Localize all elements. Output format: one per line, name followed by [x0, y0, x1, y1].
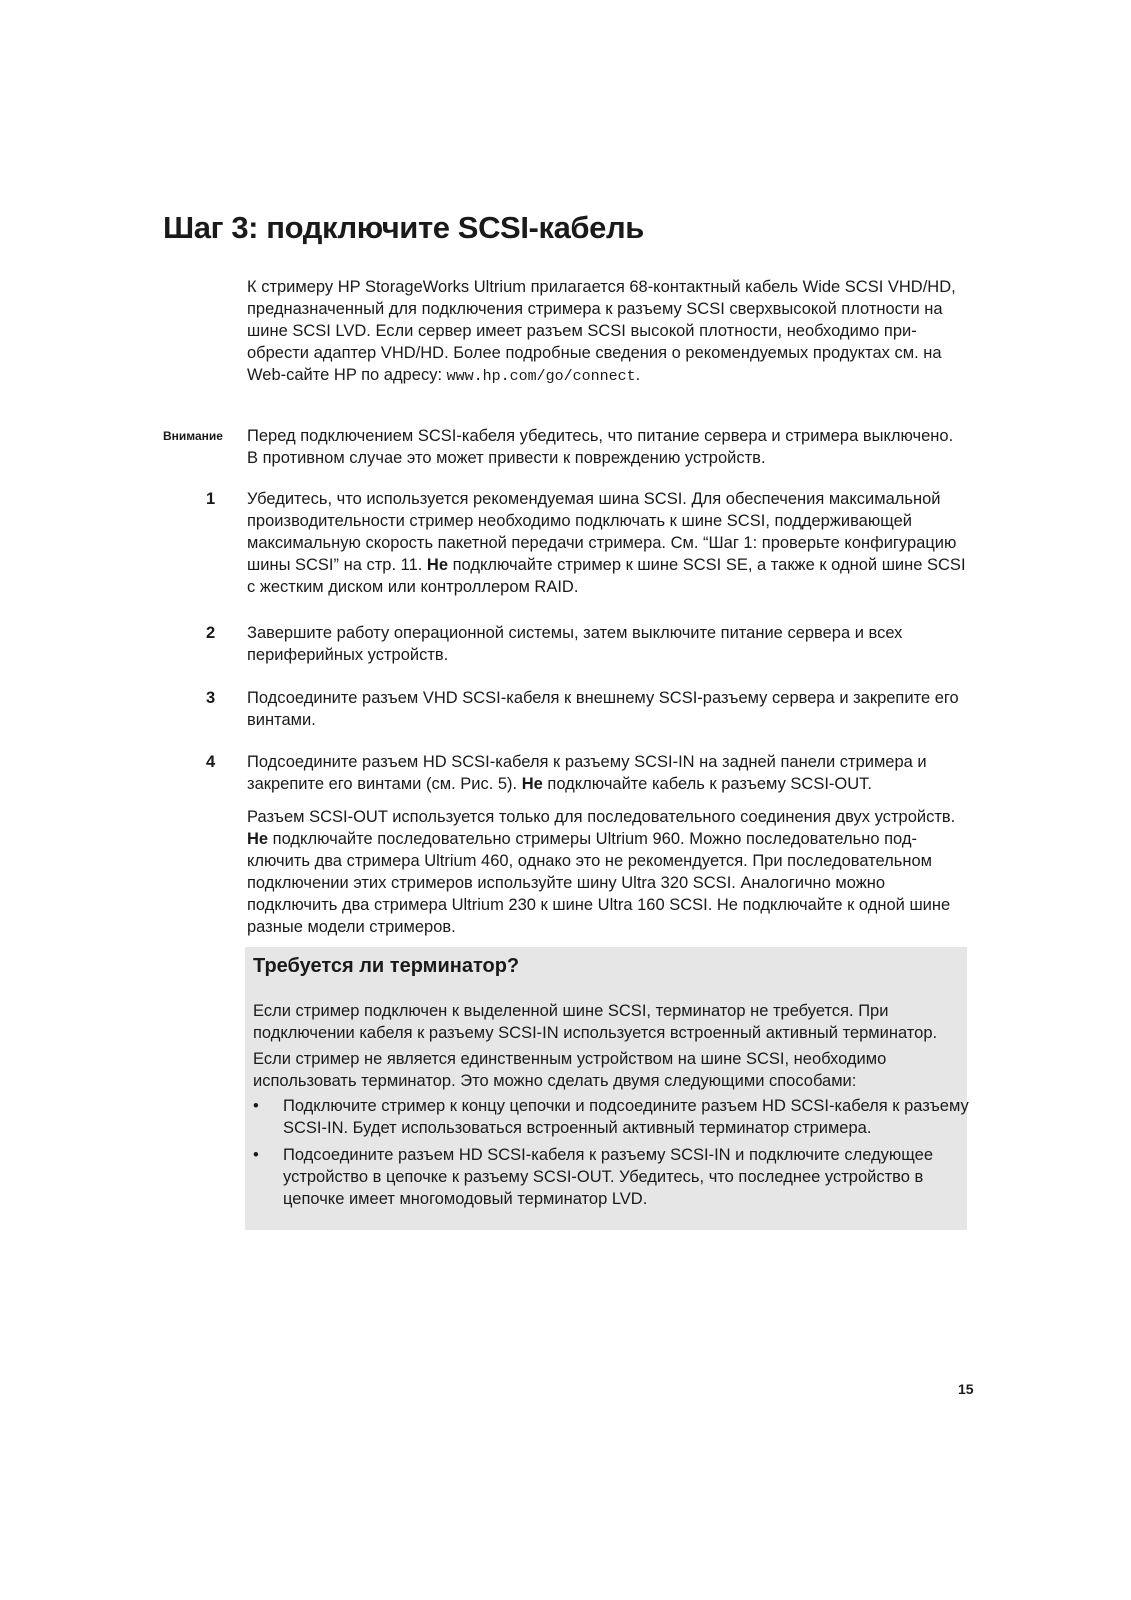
step-text-bold: Не [426, 556, 449, 574]
terminator-box [245, 947, 967, 1230]
extra-text-part: подключайте последовательно стримеры Ultrium 960. Можно последовательно подключить два стримера Ultrium 460, однако это не рекомендуется. При последовательном подключении этих стримеров используйте шину Ultra 320 SCSI. Аналогично можно подключить два стримера Ultrium 230 к шине Ultra 160 SCSI. Не подключайте к одной шине разные модели стримеров. [247, 830, 951, 936]
bullet-dot-icon: • [253, 1097, 259, 1115]
connect-url-link[interactable]: www.hp.com/go/connect [446, 368, 636, 385]
step-text-part: подключайте кабель к разъему SCSI-OUT. [542, 775, 873, 793]
step-item [163, 687, 967, 731]
step-item [163, 488, 967, 598]
step-number: 1 [206, 490, 216, 508]
intro-text: К стримеру HP StorageWorks Ultrium прилагается 68-контактный кабель Wide SCSI VHD/HD, предназначенный для подключения стримера к разъему SCSI сверхвысокой плотности на шине SCSI LVD. Если сервер имеет разъем SCSI высокой плотности, необходимо приобрести адаптер VHD/HD. Более подробные сведения о рекомендуемых продуктах см. на Web-сайте HP по адресу: [247, 278, 956, 384]
step-text [247, 488, 967, 598]
extra-text-part: Разъем SCSI-OUT используется только для последовательного соединения двух устройств. [247, 808, 956, 826]
page-number: 15 [958, 1381, 974, 1397]
extra-text-bold: Не [247, 830, 269, 848]
step-item [163, 751, 967, 795]
step-number: 2 [206, 624, 216, 642]
step-text: Завершите работу операционной системы, затем выключите питание сервера и всех периферийных устройств. [247, 624, 903, 664]
step-text-part: Подсоедините разъем HD SCSI-кабеля к разъему SCSI-IN на задней панели стримера и закрепите его винтами (см. Рис. 5). [247, 753, 927, 793]
step-item [163, 622, 967, 666]
intro-paragraph [247, 276, 967, 388]
step-text: Подсоедините разъем VHD SCSI-кабеля к внешнему SCSI-разъему сервера и закрепите его винтами. [247, 689, 959, 729]
step-number: 3 [206, 689, 216, 707]
step-text [247, 751, 967, 795]
bullet-text: Подключите стример к концу цепочки и подсоедините разъем HD SCSI-кабеля к разъему SCSI-IN. Будет использоваться встроенный активный терминатор стримера. [283, 1097, 969, 1137]
intro-end: . [635, 366, 641, 384]
terminator-paragraph: Если стример подключен к выделенной шине SCSI, терминатор не требуется. При подключении кабеля к разъему SCSI-IN используется встроенный активный терминатор. [253, 1002, 938, 1042]
step-number: 4 [206, 753, 216, 771]
step-text-bold: Не [521, 775, 543, 793]
step-text-part: Убедитесь, что используется рекомендуемая шина SCSI. Для обеспечения максимальной производительности стример необходимо подключать к шине SCSI, поддерживающей максимальную скорость пакетной передачи стримера. См. “Шаг 1: проверьте конфигурацию шины SCSI” на стр. 11. [247, 490, 957, 574]
step4-extra-paragraph [247, 806, 967, 938]
terminator-heading: Требуется ли терминатор? [253, 955, 520, 977]
terminator-paragraph: Если стример не является единственным устройством на шине SCSI, необходимо использовать терминатор. Это можно сделать двумя следующими способами: [253, 1050, 887, 1090]
warning-text: Перед подключением SCSI-кабеля убедитесь, что питание сервера и стримера выключено. В противном случае это может привести к повреждению устройств. [247, 427, 954, 467]
step-text-part: подключайте стример к шине SCSI SE, а также к одной шине SCSI с жестким диском или контроллером RAID. [247, 556, 966, 596]
bullet-dot-icon: • [253, 1146, 259, 1164]
warning-label: Внимание [163, 429, 223, 443]
bullet-text: Подсоедините разъем HD SCSI-кабеля к разъему SCSI-IN и подключите следующее устройство в цепочке к разъему SCSI-OUT. Убедитесь, что последнее устройство в цепочке имеет многомодовый терминатор LVD. [283, 1146, 934, 1208]
page-title: Шаг 3: подключите SCSI-кабель [163, 210, 644, 245]
